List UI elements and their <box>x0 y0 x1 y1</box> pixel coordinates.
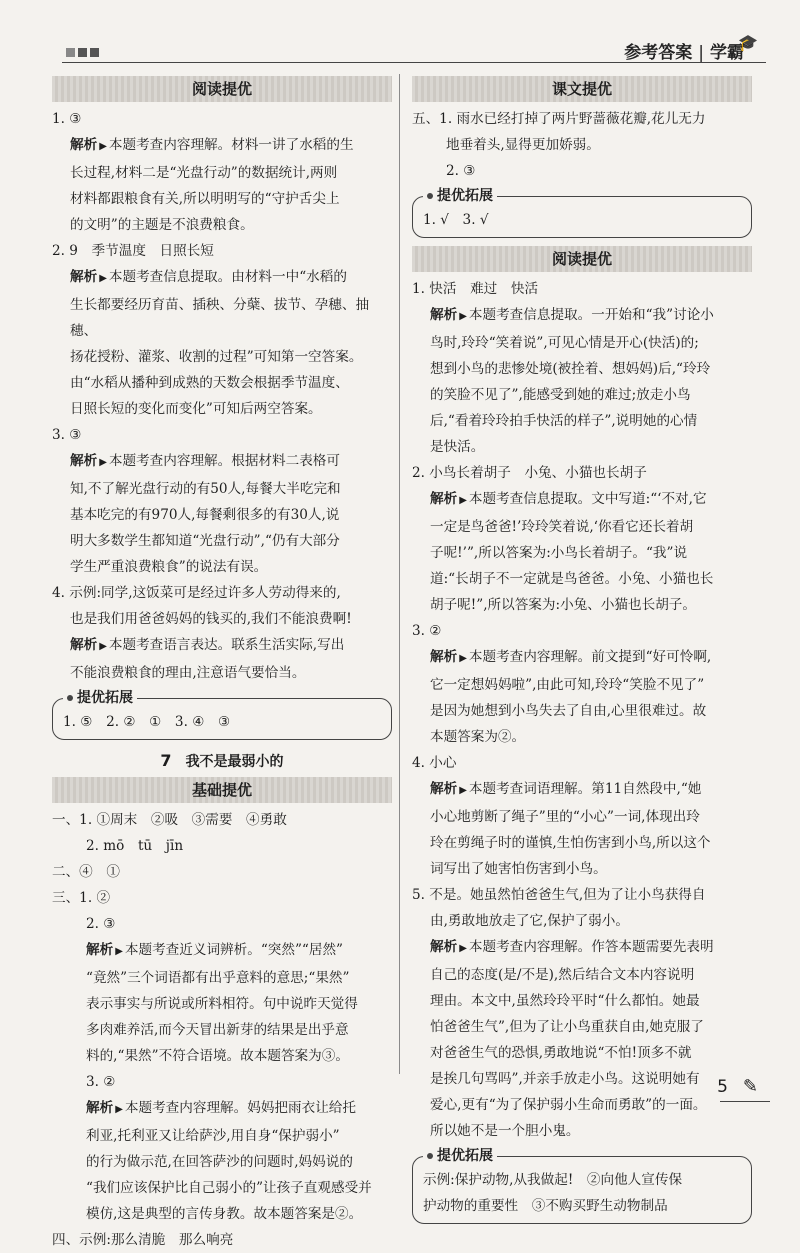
answer-rq3: 3. ② <box>412 623 442 639</box>
extension-box-left <box>52 690 392 740</box>
section-title-basic: 基础提优 <box>52 777 392 803</box>
extension-title: 提优拓展 <box>437 1148 493 1164</box>
analysis-rq5: 解析 ▶ 本题考查内容理解。作答本题需要先表明 自己的态度(是/不是),然后结合文本内容说明 理由。本文中,虽然玲玲平时“什么都怕。她最 怕爸爸生气”,但为了让小鸟重获自由,她克服了 对爸爸生气的恐惧,勇敢地说“不怕!顶多不就 是挨几句骂吗”,并亲手放走小鸟。这说明她有 爱心,更有“为了保护弱小生命而勇敢”的一面。 所以她不是一个胆小鬼。 <box>430 939 714 1139</box>
lesson-heading <box>52 748 392 775</box>
header-squares <box>66 48 99 57</box>
lesson-title: 我不是最弱小的 <box>185 754 284 770</box>
analysis-rq4: 解析 ▶ 本题考查词语理解。第11自然段中,“她 小心地剪断了绳子”里的“小心”一词,体现出玲 玲在剪绳子时的谨慎,生怕伤害到小鸟,所以这个 词写出了她害怕伤害到小鸟。 <box>430 781 711 877</box>
bullet-icon <box>427 1153 433 1159</box>
bullet-icon <box>427 193 433 199</box>
extension-answers: 1. √ 3. √ <box>423 212 489 228</box>
analysis-label: 解析 <box>430 491 458 507</box>
answer-rq1: 1. 快活 难过 快活 <box>412 281 539 297</box>
section-title-text: 课文提优 <box>412 76 752 102</box>
analysis-q3: 解析 ▶ 本题考查内容理解。根据材料二表格可 知,不了解光盘行动的有50人,每餐大半吃完和 基本吃完的有970人,每餐剩很多的有30人,说 明大多数学生都知道“光盘行动”,“仍有大部分 学生严重浪费粮食”的说法有误。 <box>70 453 341 575</box>
left-column <box>52 74 392 1253</box>
brand-right: 学霸 <box>710 43 744 63</box>
answer-r5: 五、1. 雨水已经打掉了两片野蔷薇花瓣,花儿无力 <box>412 111 706 127</box>
analysis-q4: 解析 ▶ 本题考查语言表达。联系生活实际,写出 不能浪费粮食的理由,注意语气要恰当。 <box>70 637 345 681</box>
page-number: 5 <box>717 1077 728 1097</box>
graduation-cap-icon: 🎓 <box>738 33 758 52</box>
answer-rq5-cont: 由,勇敢地放走了它,保护了弱小。 <box>430 913 629 929</box>
analysis-label: 解析 <box>430 939 458 955</box>
analysis-b3-3: 解析 ▶ 本题考查内容理解。妈妈把雨衣让给托 利亚,托利亚又让给萨沙,用自身“保护弱小” 的行为做示范,在回答萨沙的问题时,妈妈说的 “我们应该保护比自己弱小的”让孩子直观感受并 模仿,这是典型的言传身教。故本题答案是②。 <box>86 1100 372 1222</box>
analysis-label: 解析 <box>430 307 458 323</box>
answer-r5-2: 2. ③ <box>446 163 476 179</box>
extension-box-right-2 <box>412 1148 752 1224</box>
analysis-label: 解析 <box>70 269 98 285</box>
answer-b1-2: 2. mō tū jīn <box>86 838 184 854</box>
analysis-label: 解析 <box>70 453 98 469</box>
answer-b4: 四、示例:那么清脆 那么响亮 <box>52 1232 234 1248</box>
analysis-label: 解析 <box>70 637 98 653</box>
answer-rq5: 5. 不是。她虽然怕爸爸生气,但为了让小鸟获得自 <box>412 887 706 903</box>
analysis-rq2: 解析 ▶ 本题考查信息提取。文中写道:“‘不对,它 一定是鸟爸爸!’玲玲笑着说,‘你看它还长着胡 子呢!’”,所以答案为:小鸟长着胡子。“我”说 道:“长胡子不一定就是鸟爸爸。小兔、小猫也长 胡子呢!”,所以答案为:小兔、小猫也长胡子。 <box>430 491 714 613</box>
brand-left: 参考答案 <box>624 43 693 63</box>
extension-box-right-1 <box>412 188 752 238</box>
analysis-q2: 解析 ▶ 本题考查信息提取。由材料一中“水稻的 生长都要经历育苗、插秧、分蘖、拔节、孕穗、抽穗、 扬花授粉、灌浆、收割的过程”可知第一空答案。 由“水稻从播种到成熟的天数会根据季节温度、 日照长短的变化而变化”可知后两空答案。 <box>70 269 370 417</box>
right-column <box>412 74 752 1232</box>
section-title-reading: 阅读提优 <box>52 76 392 102</box>
answer-q2: 2. 9 季节温度 日照长短 <box>52 243 214 259</box>
extension-title: 提优拓展 <box>77 690 133 706</box>
column-divider <box>399 74 400 1074</box>
extension-answers-line1: 示例:保护动物,从我做起! ②向他人宣传保 <box>423 1172 683 1188</box>
answer-q3: 3. ③ <box>52 427 82 443</box>
pencil-icon: ✎ <box>742 1076 758 1097</box>
section-title-reading-2: 阅读提优 <box>412 246 752 272</box>
analysis-label: 解析 <box>86 1100 114 1116</box>
answer-b3-2: 2. ③ <box>86 916 116 932</box>
analysis-label: 解析 <box>70 137 98 153</box>
answer-q4: 4. 示例:同学,这饭菜可是经过许多人劳动得来的, <box>52 585 341 601</box>
answer-q1: 1. ③ <box>52 111 82 127</box>
bullet-icon <box>67 695 73 701</box>
answer-b1: 一、1. ①周末 ②吸 ③需要 ④勇敢 <box>52 812 287 828</box>
analysis-label: 解析 <box>430 649 458 665</box>
analysis-label: 解析 <box>430 781 458 797</box>
footer-rule <box>720 1101 770 1102</box>
answer-rq2: 2. 小鸟长着胡子 小兔、小猫也长胡子 <box>412 465 647 481</box>
brand: 参考答案 | 学霸 <box>624 43 744 63</box>
answer-b2: 二、④ ① <box>52 864 120 880</box>
extension-answers-line2: 护动物的重要性 ③不购买野生动物制品 <box>423 1198 668 1214</box>
analysis-label: 解析 <box>86 942 114 958</box>
answer-b3: 三、1. ② <box>52 890 111 906</box>
analysis-b3-2: 解析 ▶ 本题考查近义词辨析。“突然”“居然” “竟然”三个词语都有出乎意料的意思;“果然” 表示事实与所说或所料相符。句中说昨天觉得 多肉难养活,而今天冒出新芽的结果是出乎意 料的,“果然”不符合语境。故本题答案为③。 <box>86 942 358 1064</box>
lesson-number: 7 <box>160 751 172 770</box>
answer-r5-cont: 地垂着头,显得更加娇弱。 <box>446 137 600 153</box>
header-rule <box>62 62 766 63</box>
answer-rq4: 4. 小心 <box>412 755 457 771</box>
analysis-q1: 解析 ▶ 本题考查内容理解。材料一讲了水稻的生 长过程,材料二是“光盘行动”的数据统计,两则 材料都跟粮食有关,所以明明写的“守护舌尖上 的文明”的主题是不浪费粮食。 <box>70 137 354 233</box>
extension-title: 提优拓展 <box>437 188 493 204</box>
answer-b3-3: 3. ② <box>86 1074 116 1090</box>
page-header <box>0 0 800 70</box>
extension-answers: 1. ⑤ 2. ② ① 3. ④ ③ <box>63 714 231 730</box>
analysis-rq1: 解析 ▶ 本题考查信息提取。一开始和“我”讨论小 鸟时,玲玲“笑着说”,可见心情是开心(快活)的; 想到小鸟的悲惨处境(被拴着、想妈妈)后,“玲玲 的笑脸不见了”,能感受到她的难过;放走小鸟 后,“看着玲玲拍手快活的样子”,说明她的心情 是快活。 <box>430 307 714 455</box>
answer-q4-cont: 也是我们用爸爸妈妈的钱买的,我们不能浪费啊! <box>70 611 352 627</box>
analysis-rq3: 解析 ▶ 本题考查内容理解。前文提到“好可怜啊, 它一定想妈妈啦”,由此可知,玲玲“笑脸不见了” 是因为她想到小鸟失去了自由,心里很难过。故 本题答案为②。 <box>430 649 712 745</box>
